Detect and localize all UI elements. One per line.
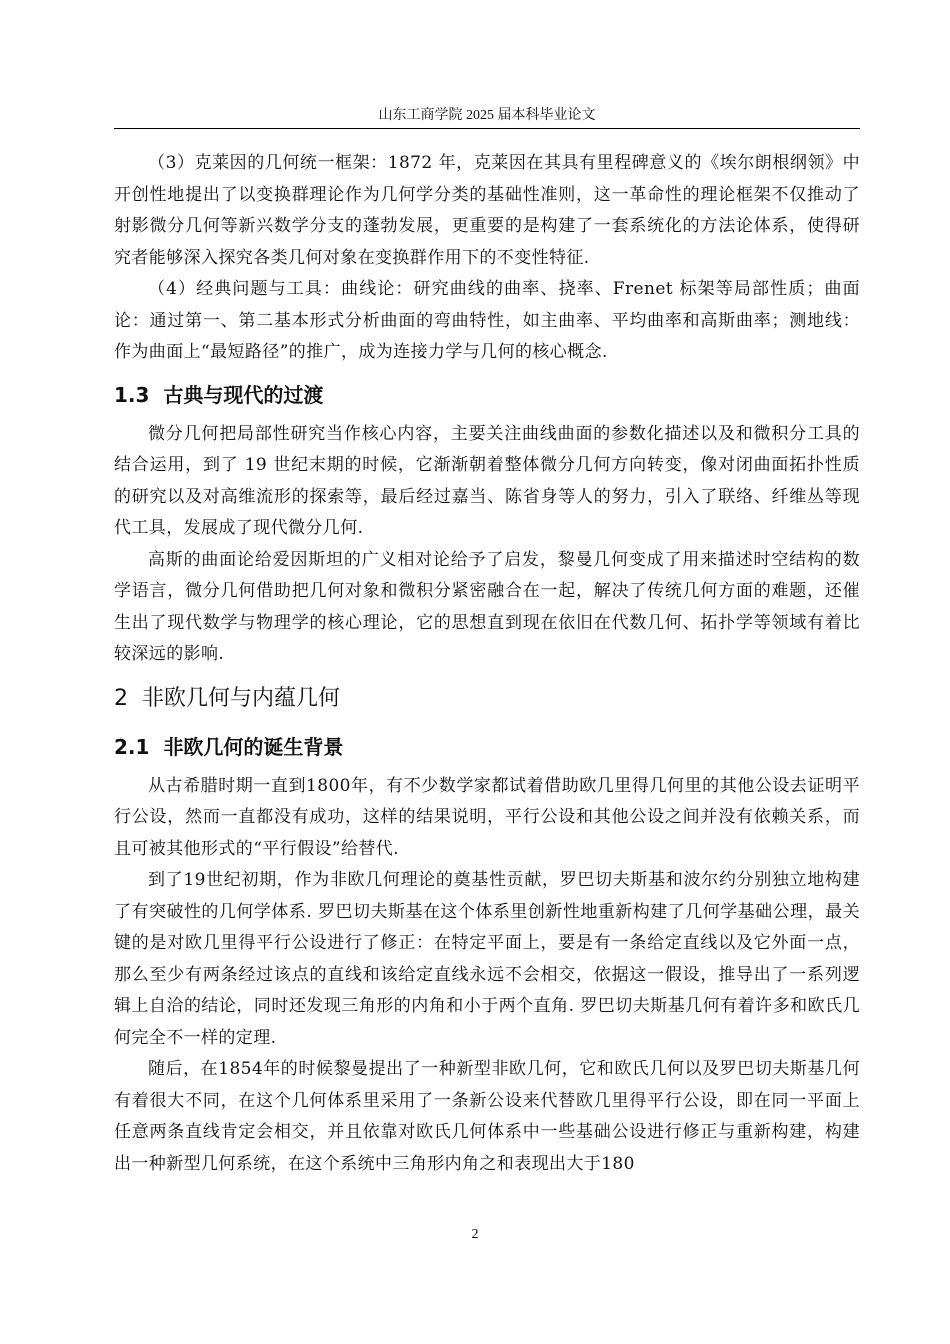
section-heading-1-3 [114, 375, 860, 415]
paragraph-klein-framework: （3）克莱因的几何统一框架：1872 年，克莱因在其具有里程碑意义的《埃尔朗根纲领》中开创性地提出了以变换群理论作为几何学分类的基础性准则，这一革命性的理论框架不仅推动了射影微分几何等新兴数学分支的蓬勃发展，更重要的是构建了一套系统化的方法论体系，使得研究者能够深入探究各类几何对象在变换群作用下的不变性特征. [114, 153, 860, 268]
paragraph-gauss-influence: 高斯的曲面论给爱因斯坦的广义相对论给予了启发，黎曼几何变成了用来描述时空结构的数学语言，微分几何借助把几何对象和微积分紧密融合在一起，解决了传统几何方面的难题，还催生出了现代数学与物理学的核心理论，它的思想直到现在依旧在代数几何、拓扑学等领域有着比较深远的影响. [114, 549, 860, 664]
chapter-number: 2 [114, 685, 128, 711]
paragraph-riemann: 随后，在1854年的时候黎曼提出了一种新型非欧几何，它和欧氏几何以及罗巴切夫斯基几何有着很大不同，在这个几何体系里采用了一条新公设来代替欧几里得平行公设，即在同一平面上任意两条直线肯定会相交，并且依靠对欧氏几何体系中一些基础公设进行修正与重新构建，构建出一种新型几何系统，在这个系统中三角形内角之和表现出大于180 [114, 1059, 860, 1174]
chapter-heading-2 [114, 677, 860, 721]
paragraph-local-to-global: 微分几何把局部性研究当作核心内容，主要关注曲线曲面的参数化描述以及和微积分工具的结合运用，到了 19 世纪末期的时候，它渐渐朝着整体微分几何方向转变，像对闭曲面拓扑性质的研究以及对高维流形的探索等，最后经过嘉当、陈省身等人的努力，引入了联络、纤维丛等现代工具，发展成了现代微分几何. [114, 423, 860, 538]
header-rule [114, 128, 860, 129]
section-title: 非欧几何的诞生背景 [163, 734, 344, 759]
section-number: 1.3 [114, 382, 150, 407]
page-body [114, 148, 860, 1180]
paragraph-lobachevsky: 到了19世纪初期，作为非欧几何理论的奠基性贡献，罗巴切夫斯基和波尔约分别独立地构建了有突破性的几何学体系. 罗巴切夫斯基在这个体系里创新性地重新构建了几何学基础公理，最关键的是对欧几里得平行公设进行了修正：在特定平面上，要是有一条给定直线以及它外面一点，那么至少有两条经过该点的直线和该给定直线永远不会相交，依据这一假设，推导出了一系列逻辑上自洽的结论，同时还发现三角形的内角和小于两个直角. 罗巴切夫斯基几何有着许多和欧氏几何完全不一样的定理. [114, 870, 860, 1048]
page-number: 2 [471, 1227, 479, 1242]
section-number: 2.1 [114, 734, 150, 759]
paragraph-parallel-postulate: 从古希腊时期一直到1800年，有不少数学家都试着借助欧几里得几何里的其他公设去证明平行公设，然而一直都没有成功，这样的结果说明，平行公设和其他公设之间并没有依赖关系，而且可被其他形式的“平行假设”给替代. [114, 775, 860, 859]
running-header: 山东工商学院 2025 届本科毕业论文 [378, 108, 596, 123]
section-title: 古典与现代的过渡 [163, 382, 324, 407]
section-heading-2-1 [114, 727, 860, 767]
paragraph-classic-tools: （4）经典问题与工具：曲线论：研究曲线的曲率、挠率、Frenet 标架等局部性质；曲面论：通过第一、第二基本形式分析曲面的弯曲特性，如主曲率、平均曲率和高斯曲率；测地线：作为曲面上“最短路径”的推广，成为连接力学与几何的核心概念. [114, 279, 860, 362]
chapter-title: 非欧几何与内蕴几何 [142, 685, 341, 711]
